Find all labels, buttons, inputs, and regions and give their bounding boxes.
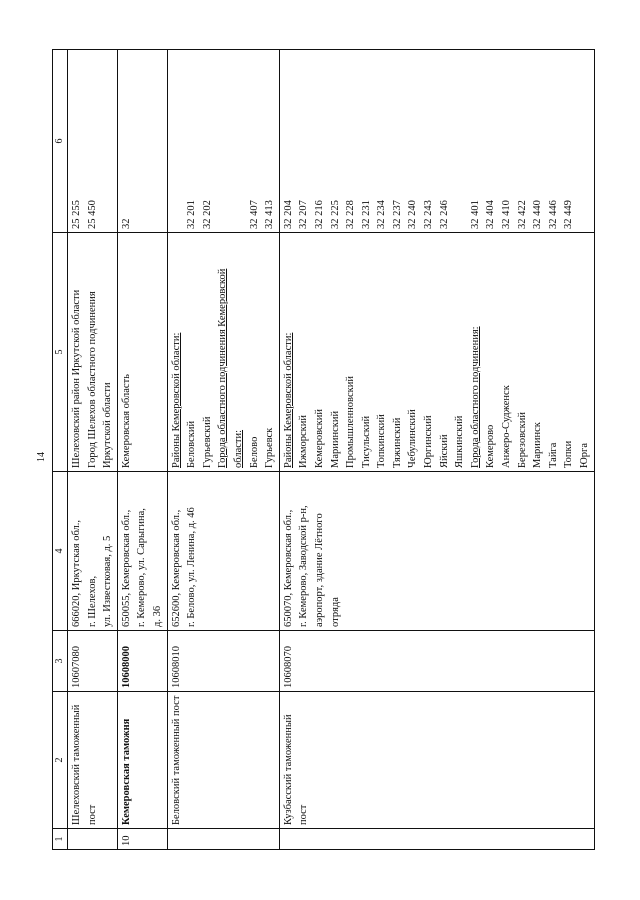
oktmo-code: 32 404 bbox=[485, 200, 497, 229]
oktmo-code: 25 450 bbox=[86, 200, 98, 229]
office-code: 10607080 bbox=[71, 646, 82, 688]
oktmo-code: 32 228 bbox=[345, 200, 357, 229]
territory-line: Кемерово bbox=[485, 424, 497, 468]
row-number-cell bbox=[167, 829, 279, 850]
address-cell bbox=[68, 472, 118, 631]
customs-office-name-cell bbox=[117, 692, 167, 829]
table-row bbox=[279, 50, 594, 850]
territory-line: Шелеховский район Иркутской области bbox=[71, 289, 82, 468]
territory-line: Кемеровский bbox=[313, 409, 325, 468]
oktmo-code: 32 204 bbox=[282, 200, 294, 229]
oktmo-code: 32 231 bbox=[360, 200, 372, 229]
territory-line: Беловский bbox=[186, 420, 198, 468]
territory-cell bbox=[68, 233, 118, 472]
territory-line: Города областного подчинения: bbox=[469, 326, 481, 468]
territory-line: Тайга bbox=[547, 442, 559, 468]
oktmo-code: 32 246 bbox=[438, 200, 450, 229]
territory-line: Промышленновский bbox=[345, 376, 357, 468]
oktmo-code: 32 216 bbox=[313, 200, 325, 229]
address-line: аэропорт, здание Лётного bbox=[313, 513, 325, 627]
customs-office-name-line: Шелеховский таможенный bbox=[71, 704, 82, 825]
customs-table bbox=[52, 49, 595, 850]
territory-line: Кемеровская область bbox=[120, 374, 132, 468]
address-line: д. 36 bbox=[151, 605, 163, 627]
office-code: 10608010 bbox=[170, 646, 182, 688]
header-col-5: 5 bbox=[53, 233, 68, 472]
code-spacer bbox=[100, 53, 116, 229]
address-cell bbox=[117, 472, 167, 631]
rotated-table-container bbox=[52, 50, 600, 850]
address-cell bbox=[279, 472, 594, 631]
oktmo-code: 32 413 bbox=[264, 200, 276, 229]
oktmo-code: 32 201 bbox=[186, 200, 198, 229]
customs-office-name-cell bbox=[167, 692, 279, 829]
row-number-cell bbox=[279, 829, 594, 850]
code-spacer bbox=[215, 53, 231, 229]
oktmo-code: 32 440 bbox=[532, 200, 544, 229]
oktmo-code: 32 422 bbox=[516, 200, 528, 229]
customs-office-name-line: пост bbox=[86, 804, 98, 825]
oktmo-code-cell bbox=[68, 50, 118, 233]
territory-line: Анжеро-Судженск bbox=[501, 385, 513, 468]
territory-line: Мариинский bbox=[329, 410, 341, 468]
territory-line: области: bbox=[232, 429, 244, 468]
office-code: 10608070 bbox=[282, 646, 294, 688]
oktmo-code: 32 234 bbox=[376, 200, 388, 229]
oktmo-code: 32 225 bbox=[329, 200, 341, 229]
row-number-cell bbox=[68, 829, 118, 850]
address-line: 666020, Иркутская обл., bbox=[71, 519, 82, 627]
oktmo-code-cell bbox=[167, 50, 279, 233]
header-col-6: 6 bbox=[53, 50, 68, 233]
territory-cell bbox=[167, 233, 279, 472]
territory-line: Иркутской области bbox=[102, 382, 114, 468]
territory-line: Березовский bbox=[516, 412, 528, 468]
territory-line: Белово bbox=[248, 436, 260, 468]
row-number-cell bbox=[117, 829, 167, 850]
territory-line: Город Шелехов областного подчинения bbox=[86, 291, 98, 468]
office-code-cell bbox=[167, 631, 279, 692]
address-line: 650055, Кемеровская обл., bbox=[120, 509, 132, 627]
territory-line: Чебулинский bbox=[407, 409, 419, 468]
oktmo-code: 32 407 bbox=[248, 200, 260, 229]
oktmo-code-cell bbox=[117, 50, 167, 233]
code-spacer bbox=[452, 53, 468, 229]
oktmo-code: 32 243 bbox=[423, 200, 435, 229]
territory-line: Топки bbox=[563, 440, 575, 468]
code-spacer bbox=[577, 53, 593, 229]
address-line: отряда bbox=[329, 597, 341, 627]
oktmo-code: 32 449 bbox=[563, 200, 575, 229]
territory-line: Юргинский bbox=[423, 415, 435, 468]
territory-line: Районы Кемеровской области: bbox=[282, 332, 294, 468]
oktmo-code: 32 237 bbox=[391, 200, 403, 229]
territory-line: Гурьевский bbox=[201, 416, 213, 468]
address-cell bbox=[167, 472, 279, 631]
table-row bbox=[167, 50, 279, 850]
territory-line: Мариинск bbox=[532, 422, 544, 468]
territory-cell bbox=[117, 233, 167, 472]
office-code-cell bbox=[117, 631, 167, 692]
page-number: 14 bbox=[36, 452, 47, 462]
address-line: 650070, Кемеровская обл., bbox=[282, 509, 294, 627]
customs-office-name-line: Кузбасский таможенный bbox=[282, 714, 294, 825]
territory-line: Топкинский bbox=[376, 414, 388, 468]
customs-office-name-cell bbox=[68, 692, 118, 829]
address-line: г. Шелехов, bbox=[86, 575, 98, 627]
oktmo-code: 25 255 bbox=[71, 200, 82, 229]
header-row bbox=[53, 50, 68, 850]
territory-cell bbox=[279, 233, 594, 472]
customs-office-name-cell bbox=[279, 692, 594, 829]
header-col-4: 4 bbox=[53, 472, 68, 631]
office-code-cell bbox=[68, 631, 118, 692]
oktmo-code: 32 410 bbox=[501, 200, 513, 229]
oktmo-code: 32 bbox=[120, 218, 132, 229]
territory-line: Районы Кемеровской области: bbox=[170, 332, 182, 468]
code-spacer bbox=[231, 53, 247, 229]
territory-line: Яйский bbox=[438, 434, 450, 468]
address-line: ул. Известковая, д. 5 bbox=[102, 535, 114, 627]
header-col-2: 2 bbox=[53, 692, 68, 829]
address-line: г. Белово, ул. Ленина, д. 46 bbox=[186, 507, 198, 627]
office-code-cell bbox=[279, 631, 594, 692]
territory-line: Тяжинский bbox=[391, 417, 403, 468]
row-number: 10 bbox=[120, 835, 132, 846]
customs-office-name-line: Кемеровская таможня bbox=[120, 718, 132, 825]
header-col-3: 3 bbox=[53, 631, 68, 692]
territory-line: Гурьевск bbox=[264, 427, 276, 468]
territory-line: Юрга bbox=[579, 442, 590, 468]
address-line: г. Кемерово, Заводской р-н, bbox=[298, 505, 310, 627]
table-row bbox=[117, 50, 167, 850]
oktmo-code: 32 240 bbox=[407, 200, 419, 229]
oktmo-code: 32 207 bbox=[298, 200, 310, 229]
header-col-1: 1 bbox=[53, 829, 68, 850]
territory-line: Яшкинский bbox=[454, 415, 466, 468]
oktmo-code-cell bbox=[279, 50, 594, 233]
oktmo-code: 32 202 bbox=[201, 200, 213, 229]
oktmo-code: 32 446 bbox=[547, 200, 559, 229]
territory-line: Тисульский bbox=[360, 415, 372, 468]
customs-office-name-line: пост bbox=[298, 804, 310, 825]
address-line: г. Кемерово, ул. Сарыгина, bbox=[136, 508, 148, 627]
oktmo-code: 32 401 bbox=[469, 200, 481, 229]
office-code: 10608000 bbox=[120, 646, 132, 688]
territory-line: Ижморский bbox=[298, 415, 310, 468]
address-line: 652600, Кемеровская обл., bbox=[170, 509, 182, 627]
customs-office-name-line: Беловский таможенный пост bbox=[170, 695, 182, 825]
table-row bbox=[68, 50, 118, 850]
territory-line: Города областного подчинения Кемеровской bbox=[217, 268, 229, 468]
code-spacer bbox=[169, 53, 185, 229]
